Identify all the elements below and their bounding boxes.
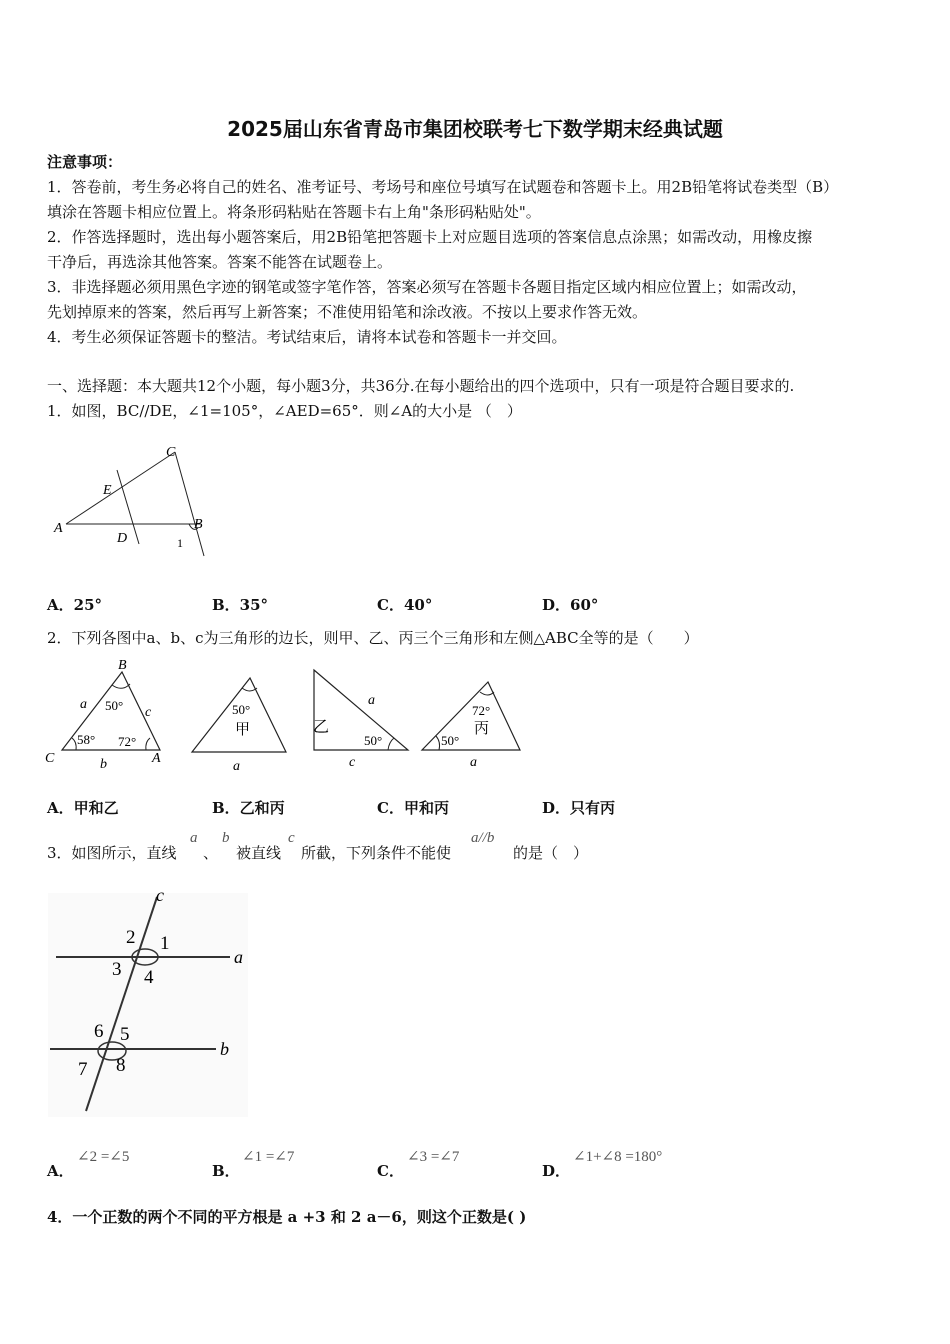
q3-figure bbox=[46, 885, 256, 1120]
label-A: A bbox=[54, 521, 63, 536]
q3-option-b-formula: ∠1 =∠7 bbox=[242, 1149, 295, 1165]
notice-line: 1．答卷前，考生务必将自己的姓名、准考证号、考场号和座位号填写在试题卷和答题卡上。用2B铅笔将试卷类型（B） bbox=[47, 178, 839, 196]
angle-B: 50° bbox=[105, 698, 124, 713]
label-C: C bbox=[166, 445, 176, 460]
section-heading: 一、选择题：本大题共12个小题，每小题3分，共36分.在每小题给出的四个选项中，只有一项是符合题目要求的. bbox=[47, 377, 795, 395]
q2-figure bbox=[42, 652, 532, 777]
angle-C: 58° bbox=[77, 732, 96, 747]
q1-option-d[interactable]: D．60° bbox=[542, 596, 599, 614]
notice-line: 先划掉原来的答案，然后再写上新答案；不准使用铅笔和涂改液。不按以上要求作答无效。 bbox=[47, 303, 648, 321]
bing-label: 丙 bbox=[474, 719, 490, 737]
notice-line: 3．非选择题必须用黑色字迹的钢笔或签字笔作答，答案必须写在答题卡各题目指定区域内相应位置上；如需改动， bbox=[47, 278, 807, 296]
q3-option-d-formula: ∠1+∠8 =180° bbox=[573, 1149, 663, 1165]
yi-angle: 50° bbox=[364, 733, 383, 748]
q1-option-b[interactable]: B．35° bbox=[212, 596, 269, 614]
question-2-stem: 2．下列各图中a、b、c为三角形的边长，则甲、乙、丙三个三角形和左侧△ABC全等的是（ ） bbox=[47, 629, 699, 647]
q3-option-b[interactable]: B． bbox=[212, 1162, 240, 1180]
label-E: E bbox=[103, 483, 112, 498]
label-B: B bbox=[118, 658, 127, 673]
angle-6: 6 bbox=[94, 1021, 104, 1042]
angle-5: 5 bbox=[120, 1024, 130, 1045]
question-3-stem-part: 的是（ ） bbox=[513, 844, 589, 862]
label-D: D bbox=[117, 531, 128, 546]
jia-angle: 50° bbox=[232, 702, 251, 717]
angle-A: 72° bbox=[118, 734, 137, 749]
q3-option-a[interactable]: A． bbox=[47, 1162, 74, 1180]
angle-2: 2 bbox=[126, 927, 136, 948]
var-a-parallel-b: a//b bbox=[471, 830, 495, 846]
label-A: A bbox=[152, 751, 161, 766]
angle-7: 7 bbox=[78, 1059, 88, 1080]
label-angle-1: 1 bbox=[177, 536, 183, 550]
notice-line: 4．考生必须保证答题卡的整洁。考试结束后，请将本试卷和答题卡一并交回。 bbox=[47, 328, 567, 346]
line-c-label: c bbox=[156, 885, 164, 905]
question-3-stem-part: 3．如图所示，直线 bbox=[47, 844, 177, 862]
q2-option-a[interactable]: A．甲和乙 bbox=[47, 799, 119, 817]
q2-option-c[interactable]: C．甲和丙 bbox=[377, 799, 449, 817]
yi-label: 乙 bbox=[313, 717, 330, 736]
notice-line: 干净后，再选涂其他答案。答案不能答在试题卷上。 bbox=[47, 253, 393, 271]
side-b: b bbox=[100, 757, 107, 772]
notice-heading: 注意事项： bbox=[47, 153, 123, 171]
angle-3: 3 bbox=[112, 959, 122, 980]
q3-option-a-formula: ∠2 =∠5 bbox=[77, 1149, 130, 1165]
q3-option-c-formula: ∠3 =∠7 bbox=[407, 1149, 460, 1165]
angle-4: 4 bbox=[144, 967, 154, 988]
label-C: C bbox=[45, 751, 55, 766]
angle-1: 1 bbox=[160, 933, 170, 954]
line-a-label: a bbox=[234, 947, 243, 967]
notice-line: 填涂在答题卡相应位置上。将条形码粘贴在答题卡右上角"条形码粘贴处"。 bbox=[47, 203, 541, 221]
q2-option-d[interactable]: D．只有丙 bbox=[542, 799, 616, 817]
q2-option-b[interactable]: B．乙和丙 bbox=[212, 799, 285, 817]
question-4-stem: 4．一个正数的两个不同的平方根是 a +3 和 2 a－6，则这个正数是( ) bbox=[47, 1208, 527, 1226]
bing-angle-50: 50° bbox=[441, 733, 460, 748]
question-3-stem-part: 所截，下列条件不能使 bbox=[301, 844, 452, 862]
q3-option-d[interactable]: D． bbox=[542, 1162, 571, 1180]
label-B: B bbox=[194, 517, 203, 532]
question-3-stem-part: 被直线 bbox=[236, 844, 282, 862]
bing-side: a bbox=[470, 755, 477, 770]
var-b: b bbox=[222, 830, 230, 846]
jia-label: 甲 bbox=[235, 720, 251, 738]
side-a: a bbox=[80, 697, 87, 712]
var-c: c bbox=[288, 830, 295, 846]
var-a: a bbox=[190, 830, 198, 846]
q3-option-c[interactable]: C． bbox=[377, 1162, 404, 1180]
q1-option-a[interactable]: A．25° bbox=[47, 596, 103, 614]
jia-side: a bbox=[233, 759, 240, 774]
q1-figure bbox=[50, 440, 220, 565]
question-1-stem: 1．如图，BC//DE，∠1=105°，∠AED=65°．则∠A的大小是 （ ） bbox=[47, 402, 522, 420]
line-b-label: b bbox=[220, 1039, 229, 1059]
yi-side-c: c bbox=[349, 755, 356, 770]
question-3-stem-part: 、 bbox=[203, 844, 219, 862]
bing-angle-72: 72° bbox=[472, 703, 491, 718]
yi-side-a: a bbox=[368, 693, 375, 708]
q1-option-c[interactable]: C．40° bbox=[377, 596, 433, 614]
page-title: 2025届山东省青岛市集团校联考七下数学期末经典试题 bbox=[227, 117, 723, 141]
angle-8: 8 bbox=[116, 1055, 126, 1076]
side-c: c bbox=[145, 705, 152, 720]
notice-line: 2．作答选择题时，选出每小题答案后，用2B铅笔把答题卡上对应题目选项的答案信息点涂黑；如需改动，用橡皮擦 bbox=[47, 228, 813, 246]
